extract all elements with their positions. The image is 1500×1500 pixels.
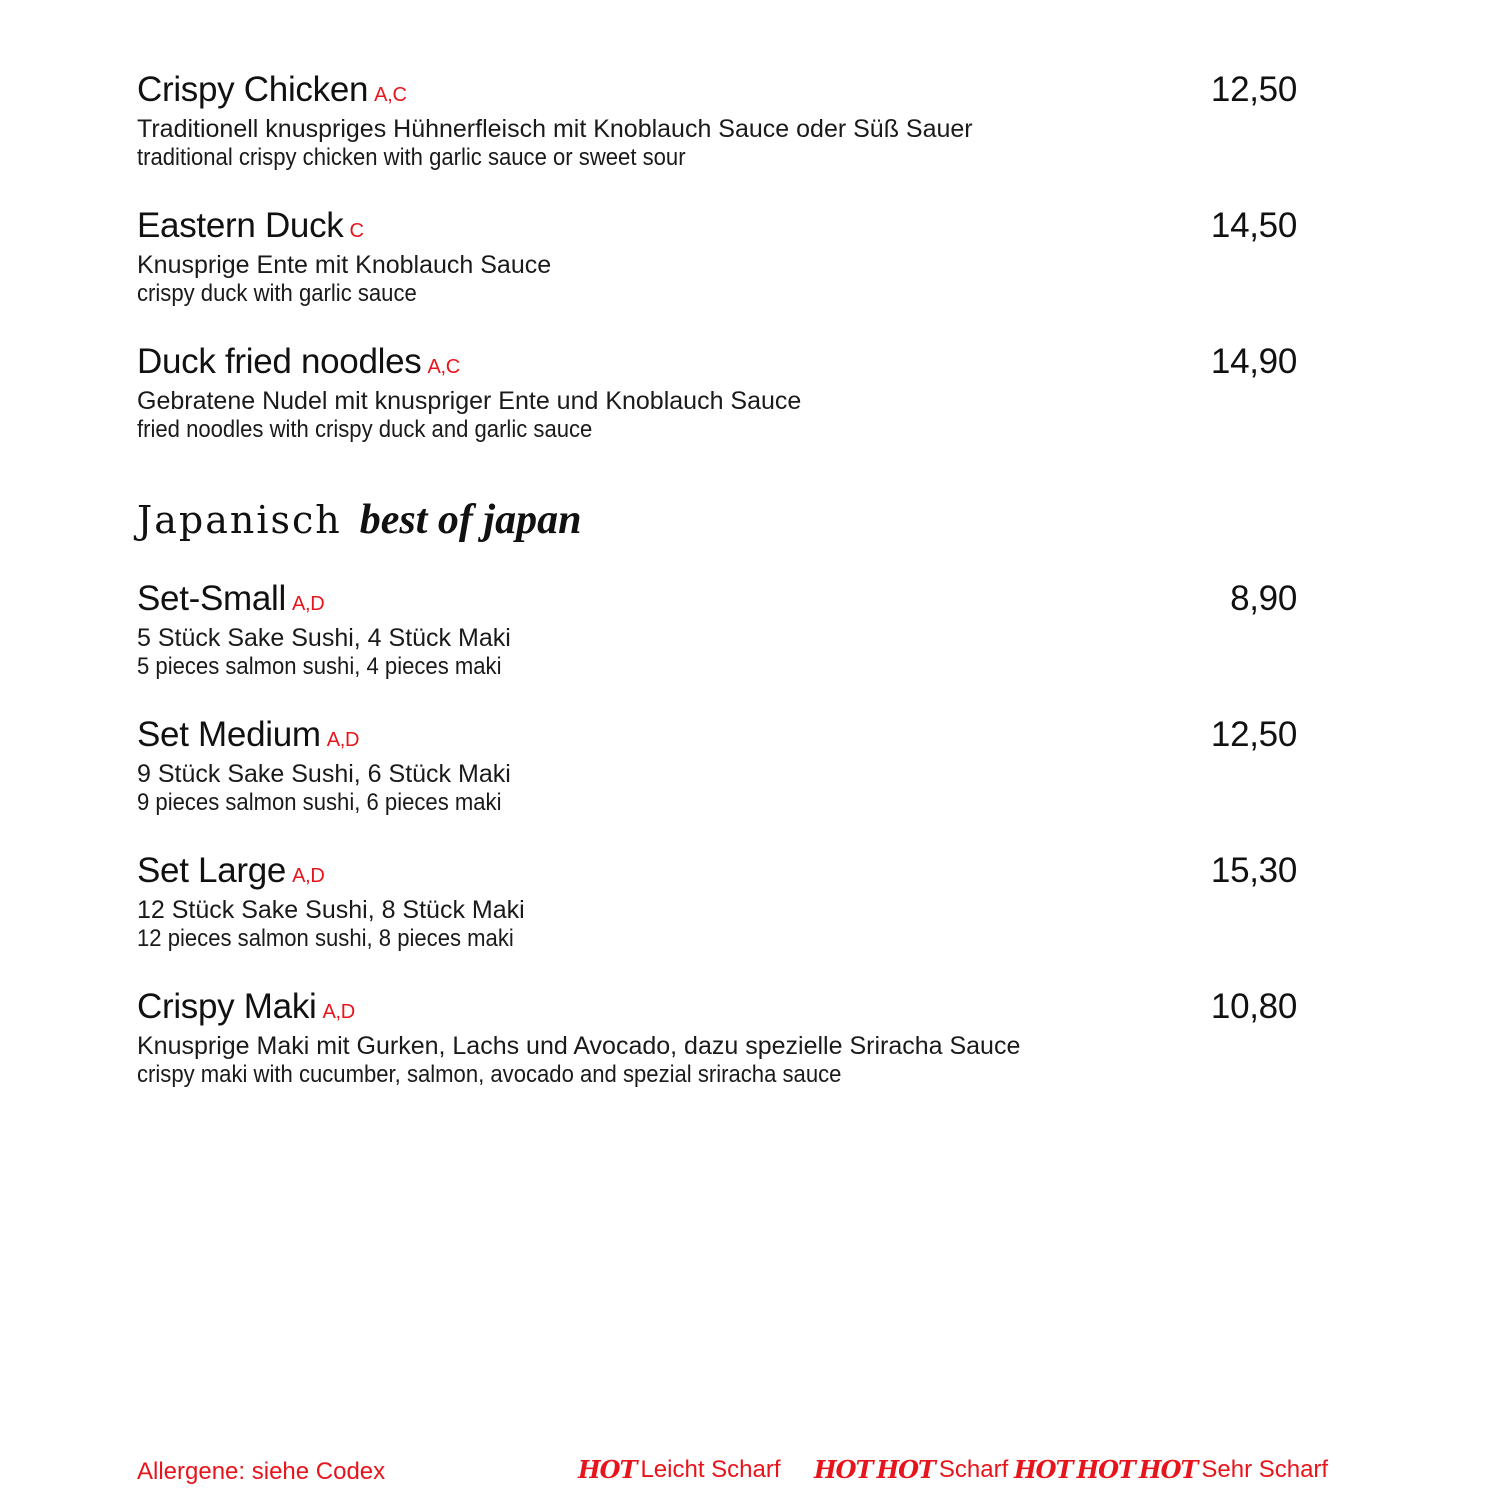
section-title-german: Japanisch bbox=[137, 498, 342, 542]
item-name: Set-Small bbox=[137, 579, 287, 618]
menu-item bbox=[137, 581, 1297, 682]
item-name: Set Large bbox=[137, 851, 287, 890]
description-english: fried noodles with crispy duck and garlic sauce bbox=[137, 416, 593, 443]
allergen-codes: A,D bbox=[292, 865, 325, 887]
section-title-english: best of japan bbox=[359, 497, 582, 543]
allergen-codes: A,D bbox=[292, 593, 325, 615]
description-german: Knusprige Ente mit Knoblauch Sauce bbox=[137, 251, 552, 279]
spice-label: Leicht Scharf bbox=[640, 1455, 781, 1483]
item-name: Set Medium bbox=[137, 715, 321, 754]
allergen-codes: A,D bbox=[326, 729, 360, 751]
spice-label: Scharf bbox=[938, 1455, 1009, 1483]
item-name: Crispy Maki bbox=[137, 987, 317, 1026]
item-name: Duck fried noodles bbox=[137, 342, 422, 381]
hot-chili-icon: HOT bbox=[1014, 1455, 1073, 1484]
menu-item bbox=[137, 208, 1297, 309]
item-price: 12,50 bbox=[1210, 70, 1297, 109]
description-english: traditional crispy chicken with garlic sauce or sweet sour bbox=[137, 144, 686, 171]
menu-item bbox=[137, 853, 1297, 954]
description-english: crispy duck with garlic sauce bbox=[137, 280, 417, 307]
description-german: 12 Stück Sake Sushi, 8 Stück Maki bbox=[137, 896, 525, 924]
menu-item bbox=[137, 717, 1297, 818]
menu-item bbox=[137, 72, 1297, 173]
description-english: 12 pieces salmon sushi, 8 pieces maki bbox=[137, 925, 514, 952]
spice-label: Sehr Scharf bbox=[1201, 1455, 1329, 1483]
item-price: 15,30 bbox=[1210, 851, 1297, 890]
item-price: 14,90 bbox=[1210, 342, 1297, 381]
allergen-codes: C bbox=[349, 220, 364, 242]
spice-legend-hot bbox=[1014, 1455, 1328, 1484]
hot-chili-icon: HOT bbox=[1138, 1455, 1198, 1484]
hot-chili-icon: HOT bbox=[578, 1455, 637, 1484]
allergen-codes: A,C bbox=[427, 356, 460, 378]
spice-legend-mild bbox=[578, 1455, 781, 1484]
spice-legend-medium bbox=[814, 1455, 1008, 1484]
menu-item bbox=[137, 989, 1297, 1090]
hot-chili-icon: HOT bbox=[1076, 1455, 1135, 1484]
hot-chili-icon: HOT bbox=[814, 1455, 873, 1484]
item-name: Crispy Chicken bbox=[137, 70, 369, 109]
footer bbox=[0, 1455, 1500, 1489]
description-german: Traditionell knuspriges Hühnerfleisch mit Knoblauch Sauce oder Süß Sauer bbox=[137, 115, 973, 143]
description-german: Knusprige Maki mit Gurken, Lachs und Avocado, dazu spezielle Sriracha Sauce bbox=[137, 1032, 1021, 1060]
description-english: 5 pieces salmon sushi, 4 pieces maki bbox=[137, 653, 502, 680]
description-german: 5 Stück Sake Sushi, 4 Stück Maki bbox=[137, 624, 511, 652]
description-english: 9 pieces salmon sushi, 6 pieces maki bbox=[137, 789, 502, 816]
allergen-note: Allergene: siehe Codex bbox=[137, 1458, 386, 1485]
description-german: 9 Stück Sake Sushi, 6 Stück Maki bbox=[137, 760, 511, 788]
allergen-codes: A,C bbox=[374, 84, 407, 106]
allergen-codes: A,D bbox=[322, 1001, 355, 1023]
description-german: Gebratene Nudel mit knuspriger Ente und Knoblauch Sauce bbox=[137, 387, 802, 415]
menu-item bbox=[137, 344, 1297, 445]
item-name: Eastern Duck bbox=[137, 206, 344, 245]
item-price: 14,50 bbox=[1210, 206, 1297, 245]
item-price: 8,90 bbox=[1230, 579, 1297, 618]
description-english: crispy maki with cucumber, salmon, avocado and spezial sriracha sauce bbox=[137, 1061, 842, 1088]
section-heading bbox=[137, 496, 581, 544]
hot-chili-icon: HOT bbox=[876, 1455, 935, 1484]
item-price: 12,50 bbox=[1210, 715, 1297, 754]
item-price: 10,80 bbox=[1210, 987, 1297, 1026]
